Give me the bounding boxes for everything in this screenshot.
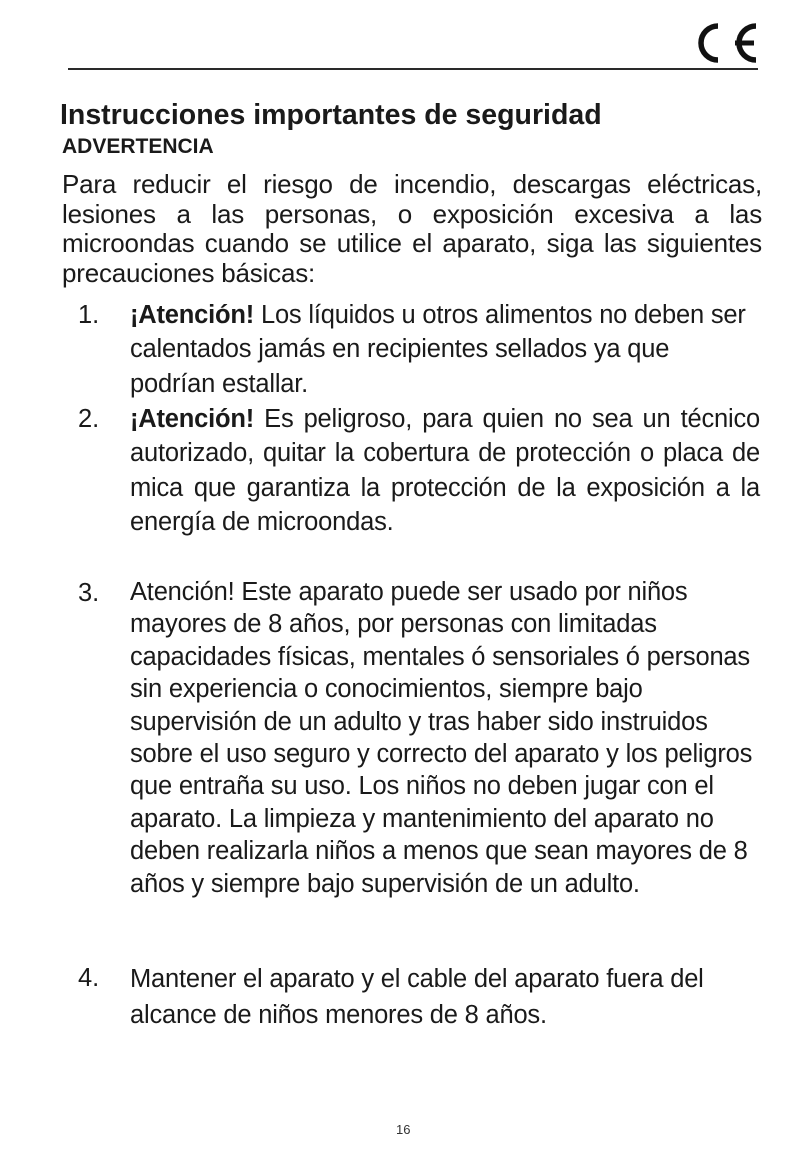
ce-mark-logo bbox=[682, 18, 762, 68]
warning-heading: ADVERTENCIA bbox=[62, 135, 214, 158]
item-number: 4. bbox=[78, 964, 100, 992]
item-lead: ¡Atención! bbox=[130, 405, 255, 433]
item-lead: ¡Atención! bbox=[130, 301, 255, 329]
item-text bbox=[130, 402, 760, 540]
item-number: 2. bbox=[78, 405, 100, 433]
item-number: 1. bbox=[78, 301, 100, 329]
header-rule bbox=[68, 68, 758, 70]
item-body: Los líquidos u otros alimentos no deben ser calentados jamás en recipientes sellados ya que podrían estallar. bbox=[130, 301, 746, 398]
section-title: Instrucciones importantes de seguridad bbox=[60, 99, 602, 131]
item-body: Atención! Este aparato puede ser usado por niños mayores de 8 años, por personas con limitadas capacidades físicas, mentales ó sensoriales ó personas sin experiencia o conocimientos, siempre bajo supervisión de un adulto y tras haber sido instruidos sobre el uso seguro y correcto del aparato y los peligros que entraña su uso. Los niños no deben jugar con el aparato. La limpieza y mantenimiento del aparato no deben realizarla niños a menos que sean mayores de 8 años y siempre bajo supervisión de un adulto. bbox=[130, 578, 753, 898]
intro-paragraph: Para reducir el riesgo de incendio, descargas eléctricas, lesiones a las personas, o exposición excesiva a las microondas cuando se utilice el aparato, siga las siguientes precauciones básicas: bbox=[62, 169, 762, 288]
item-body: Mantener el aparato y el cable del aparato fuera del alcance de niños menores de 8 años. bbox=[130, 965, 704, 1029]
item-number: 3. bbox=[78, 579, 100, 607]
item-body: Es peligroso, para quien no sea un técnico autorizado, quitar la cobertura de protección o placa de mica que garantiza la protección de la exposición a la energía de microondas. bbox=[130, 405, 760, 537]
item-text bbox=[130, 576, 770, 900]
item-text bbox=[130, 298, 760, 401]
page-number: 16 bbox=[396, 1122, 411, 1137]
item-text bbox=[130, 961, 770, 1033]
